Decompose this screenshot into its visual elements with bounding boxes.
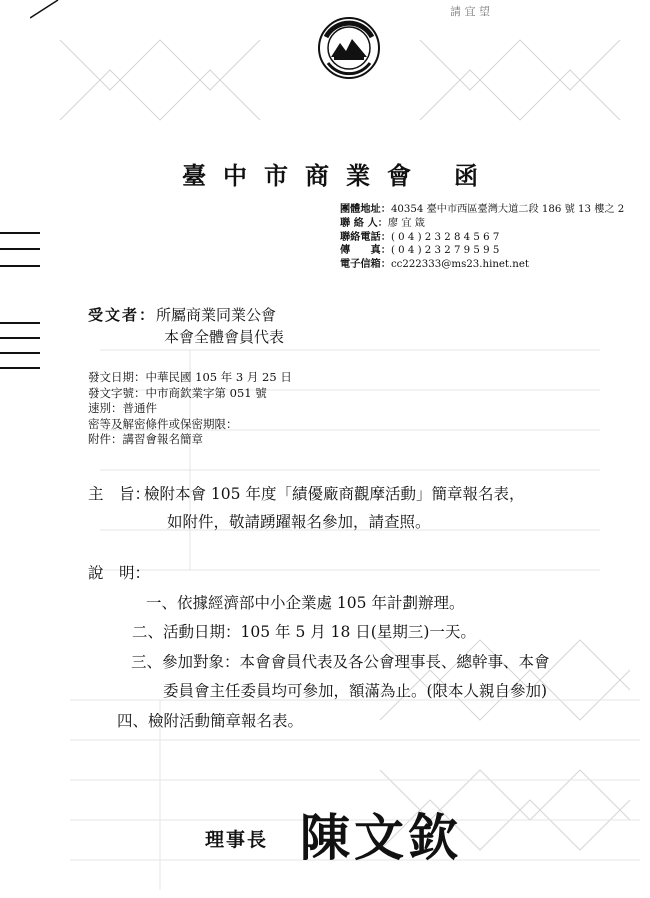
contact-address: 團體地址：40354 臺中市西區臺灣大道二段 186 號 13 樓之 2: [340, 203, 625, 215]
recipient-block: [88, 304, 284, 348]
binding-mark: [0, 352, 40, 354]
document-number: 發文字號：中市商欽業字第 051 號: [88, 385, 267, 400]
binding-mark: [0, 337, 40, 339]
contact-fax: 傳 真：( 0 4 ) 2 3 2 7 9 5 9 5: [340, 244, 500, 257]
description-block: [88, 559, 550, 736]
urgency: 速別：普通件: [88, 401, 157, 416]
issue-date: 發文日期：中華民國 105 年 3 月 25 日: [88, 370, 292, 384]
binding-mark: [0, 265, 40, 267]
binding-mark: [0, 367, 40, 369]
description-label: 說 明：: [88, 564, 151, 582]
contact-block: [340, 203, 624, 272]
contact-phone: 聯絡電話：( 0 4 ) 2 3 2 8 4 5 6 7: [340, 230, 500, 243]
letterhead-title: [182, 156, 495, 191]
confidentiality: 密等及解密條件或保密期限：: [88, 416, 238, 431]
corner-mark: [30, 0, 60, 20]
contact-person: 聯 絡 人：廖 宜 箴: [340, 216, 425, 229]
document-meta: [88, 370, 292, 448]
description-item: 四、檢附活動簡章報名表。: [117, 711, 304, 730]
description-item-continued: 委員會主任委員均可參加，額滿為止。(限本人親自參加): [163, 682, 548, 700]
subject-text: 檢附本會 105 年度「績優廠商觀摩活動」簡章報名表，: [144, 485, 525, 503]
subject-text: 如附件，敬請踴躍報名參加，請查照。: [167, 513, 431, 531]
attachment: 附件：講習會報名簡章: [88, 432, 203, 447]
chairman-title: 理事長: [205, 829, 269, 851]
contact-email: 電子信箱：cc222333@ms23.hinet.net: [340, 258, 529, 271]
recipient-label: 受文者：: [88, 306, 157, 324]
organization-name: 臺中市商業會: [182, 161, 428, 190]
recipient-line: 本會全體會員代表: [164, 328, 285, 346]
chairman-signature: 陳文欽: [300, 808, 462, 867]
subject-label: 主 旨：: [88, 485, 151, 503]
subject-block: [88, 480, 524, 536]
document-type: 函: [454, 161, 495, 190]
binding-mark: [0, 248, 40, 250]
description-item: 二、活動日期：105 年 5 月 18 日(星期三)一天。: [132, 623, 476, 641]
recipient-line: 所屬商業同業公會: [156, 306, 277, 324]
received-stamp: 請 宜 望: [450, 5, 490, 18]
chamber-seal-logo: [318, 17, 380, 79]
description-item: 三、參加對象：本會會員代表及各公會理事長、總幹事、本會: [131, 652, 550, 671]
description-item: 一、依據經濟部中小企業處 105 年計劃辦理。: [146, 593, 465, 612]
binding-mark: [0, 322, 40, 324]
binding-mark: [0, 232, 40, 234]
